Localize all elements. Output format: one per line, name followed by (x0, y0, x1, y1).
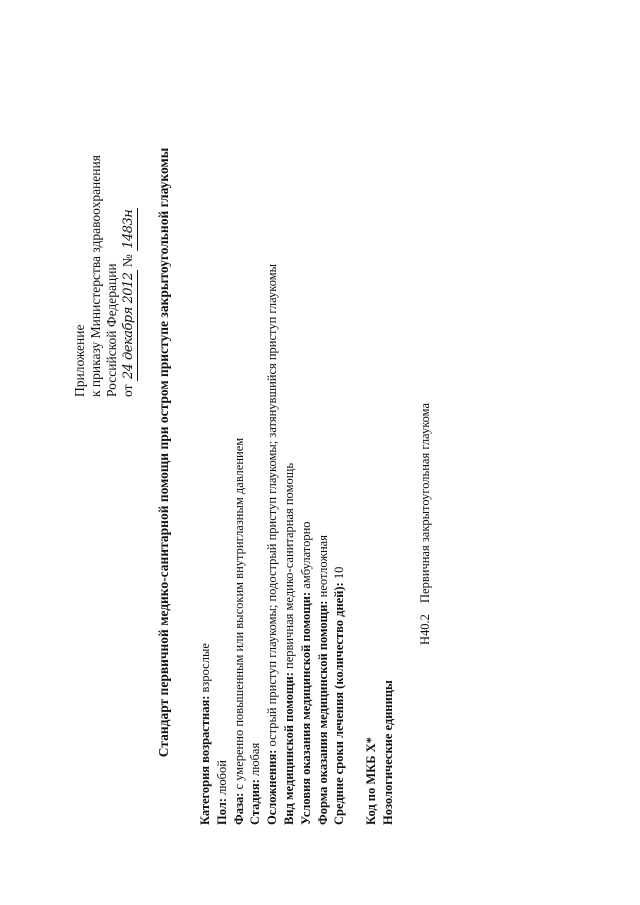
appendix-block (72, 155, 138, 397)
from-prefix: от (120, 384, 135, 397)
nosology-label: Нозологические единицы (380, 680, 395, 825)
standard-parameters (197, 264, 348, 825)
param-sex: Пол: любой (214, 760, 229, 825)
param-phase: Фаза: с умеренно повышенным или высоким внутриглазным давлением (231, 437, 246, 825)
param-treatment-duration: Средние сроки лечения (количество дней): 10 (332, 566, 347, 825)
appendix-title: Приложение (72, 324, 87, 397)
param-age-category: Категория возрастная: взрослые (198, 643, 212, 825)
number-label: № (120, 254, 135, 268)
mkb-code-label: Код по МКБ X* (364, 737, 378, 825)
handwritten-date: 24 декабря 2012 (121, 272, 136, 380)
codes-block (363, 680, 397, 825)
appendix-federation: Российской Федерации (104, 263, 119, 397)
param-complications: Осложнения: острый приступ глаукомы; подострый приступ глаукомы; затянувшийся приступ глаукомы (265, 263, 280, 825)
param-care-form: Форма оказания медицинской помощи: неотложная (315, 535, 330, 825)
appendix-order-ref: к приказу Министерства здравоохранения (88, 155, 103, 397)
appendix-date-line (120, 155, 138, 397)
param-stage: Стадия: любая (248, 742, 263, 825)
param-care-type: Вид медицинской помощи: первичная медико-санитарная помощь (281, 462, 296, 825)
page-title: Стандарт первичной медико-санитарной помощи при остром приступе закрытоугольной глаукомы (156, 147, 171, 758)
diagnosis-name: Первичная закрытоугольная глаукома (418, 402, 432, 603)
diagnosis-code: H40.2 (418, 614, 432, 645)
handwritten-number: 1483н (121, 209, 136, 249)
diagnosis-line (418, 403, 433, 645)
param-care-conditions: Условия оказания медицинской помощи: амбулаторно (298, 521, 313, 825)
